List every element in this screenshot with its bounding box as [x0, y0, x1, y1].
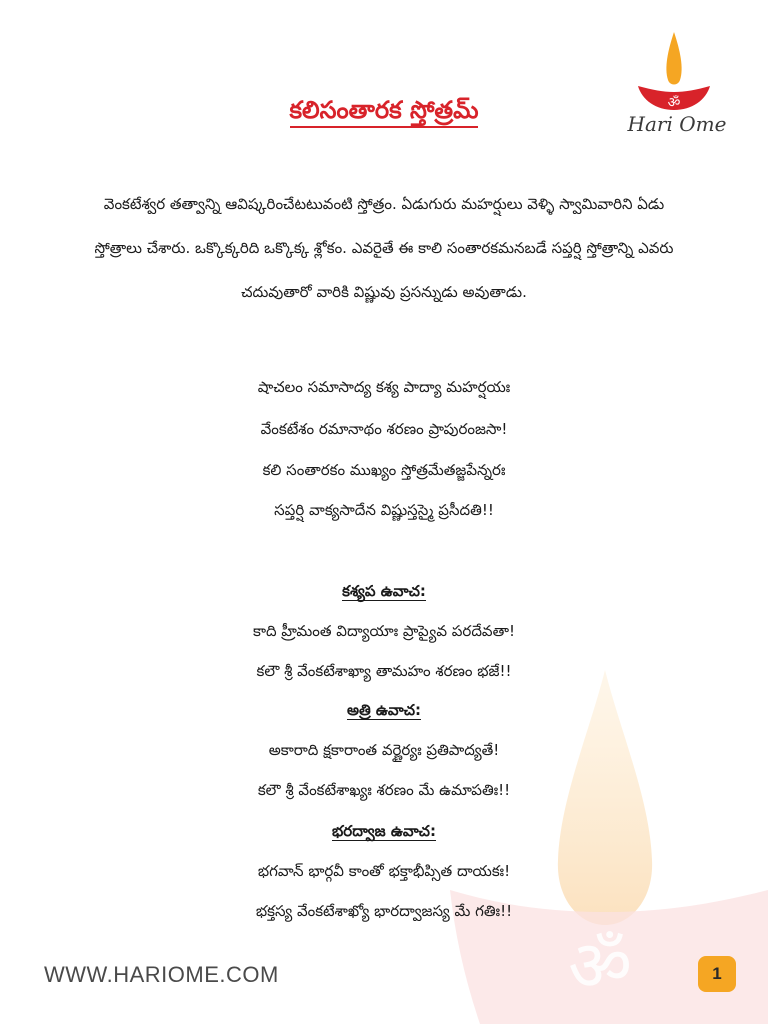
verse-line: వేంకటేశం రమానాథం శరణం ప్రాపురంజసా!	[260, 420, 508, 438]
section-heading-atri: అత్రి ఉవాచ:	[346, 701, 422, 719]
verse-line: భగవాన్ భార్గవీ కాంతో భక్తాభీప్సిత దాయకః!	[257, 862, 511, 880]
verse-line: కలౌ శ్రీ వేంకటేశాఖ్యః శరణం మే ఉమాపతిః!!	[257, 781, 511, 799]
verse-line: కలి సంతారకం ముఖ్యం స్తోత్రమేతజ్జపేన్నరః	[262, 461, 506, 479]
footer-website-link[interactable]: WWW.HARIOME.COM	[44, 962, 279, 987]
intro-paragraph: వెంకటేశ్వర తత్వాన్ని ఆవిష్కరించేటటువంటి స్తోత్రం. ఏడుగురు మహర్షులు వెళ్ళి స్వామివారిని ఏడు స్తోత్రాలు చేశారు. ఒక్కొక్కరిది ఒక్కొక్క శ్లోకం. ఎవరైతే ఈ కాలి సంతారకమనబడే సప్తర్షి స్తోత్రాన్ని ఎవరు చదువుతారో వారికి విష్ణువు ప్రసన్నుడు అవుతాడు.	[94, 195, 674, 301]
verse-line: సప్తర్షి వాక్యసాదేన విష్ణుస్తస్మై ప్రసీదతి!!	[274, 501, 494, 519]
verse-line: కలౌ శ్రీ వేంకటేశాఖ్యా తామహం శరణం భజే!!	[256, 662, 512, 680]
page-title: కలిసంతారక స్తోత్రమ్	[0, 96, 768, 130]
verse-line: షాచలం సమాసాద్య కశ్య పాద్యా మహర్షయః	[257, 378, 511, 396]
page-number-badge: 1	[698, 956, 736, 992]
svg-text:ॐ: ॐ	[667, 95, 681, 111]
verse-line: భక్తస్య వేంకటేశాఖ్యో భారద్వాజస్య మే గతిః!!	[255, 902, 513, 920]
verse-line: కాది హ్రీమంత విద్యాయాః ప్రాప్యైవ పరదేవతా!	[253, 622, 515, 640]
section-heading-kashyapa: కశ్యప ఉవాచ:	[342, 582, 426, 600]
svg-text:ॐ: ॐ	[568, 925, 632, 1007]
verse-line: అకారాది క్షకారాంత వర్ణైర్యః ప్రతిపాద్యతే!	[268, 741, 500, 759]
section-heading-bharadwaja: భరద్వాజ ఉవాచ:	[332, 822, 436, 840]
brand-name: Hari Ome	[627, 112, 727, 136]
